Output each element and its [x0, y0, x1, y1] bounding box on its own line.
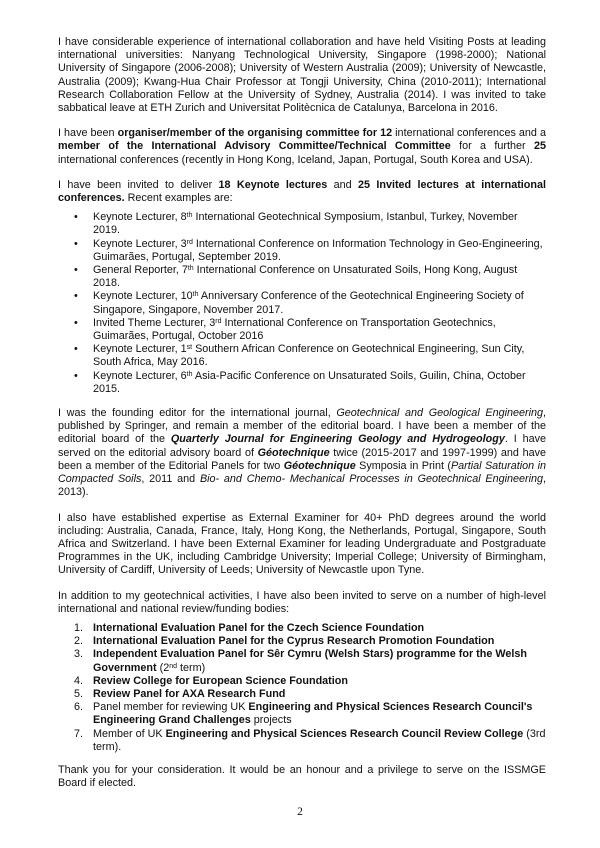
text: I was the founding editor for the international journal,	[58, 407, 337, 420]
list-item	[93, 343, 546, 369]
text: Keynote Lecturer, 1	[93, 343, 187, 356]
paragraph-editorial	[58, 407, 546, 499]
superscript: th	[186, 212, 193, 220]
paragraph-international-posts: I have considerable experience of international collaboration and have held Visiting Posts at leading international universities: Nanyang Technological University, Singapore (1998-2000); National University of Singapore (2006-2008); University of Western Australia (2009); University of Newcastle, Australia (2009); Kwang-Hua Chair Professor at Tongji University, China (2010-2011); International Research Collaboration Fellow at the University of Sydney, Australia (2014). I was invited to take sabbatical leave at ETH Zurich and Universitat Politècnica de Catalunya, Barcelona in 2016.	[58, 36, 546, 115]
italic-text: Géotechnique	[257, 446, 330, 459]
text: International Conference on Unsaturated Soils, Hong Kong, August 2018.	[93, 264, 518, 290]
text: Keynote Lecturer, 3	[93, 237, 187, 250]
bold-text: 18 Keynote lectures	[218, 178, 328, 191]
text: projects	[250, 714, 292, 727]
list-item	[74, 674, 546, 688]
document-page	[58, 36, 546, 802]
paragraph-lectures	[58, 179, 546, 205]
italic-text: Partial Saturation in Compacted Soils	[58, 459, 546, 486]
bold-text: 25 Invited lectures at international conferences.	[58, 178, 546, 205]
list-number: 2.	[74, 635, 84, 648]
superscript: th	[187, 265, 194, 273]
list-number: 7.	[74, 727, 84, 740]
list-number: 4.	[74, 674, 84, 687]
bold-text: Independent Evaluation Panel for Sêr Cymru (Welsh Stars) programme for the Welsh Government	[93, 648, 527, 674]
list-item	[74, 687, 546, 701]
list-item	[74, 635, 546, 648]
paragraph-closing: Thank you for your consideration. It would be an honour and a privilege to serve on the ISSMGE Board if elected.	[58, 763, 546, 790]
text: International Conference on Transportation Geotechnics, Guimarães, Portugal, October 2016	[93, 316, 496, 343]
italic-text: Bio- and Chemo- Mechanical Processes in Geotechnical Engineering	[199, 473, 543, 486]
bold-text: International Evaluation Panel for the Cyprus Research Promotion Foundation	[93, 635, 495, 648]
list-number: 6.	[74, 701, 84, 714]
list-item	[74, 648, 546, 674]
text: . I have served on the editorial advisory board of	[58, 433, 547, 459]
list-item	[93, 290, 546, 316]
text: General Reporter, 7	[93, 264, 188, 277]
italic-text: Geotechnical and Geological Engineering	[336, 407, 543, 420]
italic-text: Géotechnique	[283, 459, 356, 472]
superscript: rd	[186, 238, 193, 246]
text: Panel member for reviewing UK	[93, 701, 249, 714]
bold-text: Engineering and Physical Sciences Research Council's Engineering Grand Challenges	[93, 701, 533, 727]
text: I have been invited to deliver	[58, 178, 219, 191]
bold-text: Review College for European Science Foundation	[93, 674, 348, 687]
text: international conferences (recently in Hong Kong, Iceland, Japan, Portugal, South Korea and USA).	[58, 153, 533, 166]
superscript: st	[186, 344, 193, 352]
text: term)	[177, 661, 206, 674]
list-item	[74, 701, 546, 727]
review-bodies-list	[58, 622, 546, 754]
text: international conferences and a	[392, 127, 546, 140]
bold-text: 25	[533, 140, 546, 153]
list-item	[93, 211, 546, 237]
text: and	[327, 178, 358, 191]
list-number: 1.	[74, 621, 84, 634]
text: , 2013).	[58, 473, 546, 499]
list-number: 3.	[74, 648, 84, 661]
text: Anniversary Conference of the Geotechnical Engineering Society of Singapore, Singapore, November 2017.	[93, 290, 524, 316]
list-item	[93, 317, 546, 343]
bold-text: International Evaluation Panel for the Czech Science Foundation	[93, 621, 425, 634]
text: twice (2015-2017 and 1997-1999) and have been a member of the Editorial Panels for two	[58, 446, 546, 472]
superscript: th	[192, 291, 199, 299]
lecture-list	[58, 211, 546, 396]
text: (3rd term).	[93, 727, 546, 753]
bold-text: Engineering and Physical Sciences Research Council Review College	[165, 727, 524, 740]
text: Symposia in Print (	[355, 459, 451, 472]
list-item	[93, 238, 546, 264]
text: (2	[156, 661, 170, 674]
superscript: rd	[215, 317, 222, 325]
text: Southern African Conference on Geotechnical Engineering, Sun City, South Africa, May 2016.	[93, 343, 525, 369]
bold-text: Review Panel for AXA Research Fund	[93, 687, 286, 700]
text: Keynote Lecturer, 8	[93, 211, 187, 224]
paragraph-conference-committees	[58, 127, 546, 167]
list-item	[93, 264, 546, 290]
text: , published by Springer, and remain a member of the editorial board. I have been a member of the editorial board of the	[58, 407, 546, 446]
superscript: nd	[169, 662, 178, 670]
text: International Conference on Information Technology in Geo-Engineering, Guimarães, Portugal, September 2019.	[93, 237, 543, 263]
text: Keynote Lecturer, 6	[93, 369, 187, 382]
page-number: 2	[297, 806, 303, 818]
list-item	[74, 727, 546, 754]
text: International Geotechnical Symposium, Istanbul, Turkey, November 2019.	[93, 211, 518, 237]
text: Member of UK	[93, 727, 166, 740]
text: , 2011 and	[141, 473, 200, 486]
text: Asia-Pacific Conference on Unsaturated Soils, Guilin, China, October 2015.	[93, 369, 526, 395]
text: Invited Theme Lecturer, 3	[93, 316, 216, 329]
text: I have been	[58, 127, 118, 140]
text: for a further	[450, 140, 534, 153]
superscript: th	[186, 370, 193, 378]
list-number: 5.	[74, 687, 84, 700]
bold-text: member of the International Advisory Committee/Technical Committee	[58, 140, 451, 153]
text: Recent examples are:	[124, 192, 233, 205]
italic-text: Quarterly Journal for Engineering Geology and Hydrogeology	[170, 433, 505, 446]
text: Keynote Lecturer, 10	[93, 290, 193, 303]
list-item	[93, 370, 546, 396]
list-item	[74, 621, 546, 635]
paragraph-review-bodies-intro: In addition to my geotechnical activities, I have also been invited to serve on a number of high-level international and national review/funding bodies:	[58, 589, 546, 615]
bold-text: organiser/member of the organising committee for 12	[117, 127, 393, 140]
paragraph-examiner: I also have established expertise as External Examiner for 40+ PhD degrees around the world including: Australia, Canada, France, Italy, Hong Kong, the Netherlands, Portugal, Singapore, South Africa and Switzerland. I have been External Examiner for leading Undergraduate and Postgraduate Programmes in the UK, including Cambridge University; Imperial College; University of Birmingham, University of Cardiff, University of Leeds; University of Newcastle upon Tyne.	[58, 511, 546, 577]
